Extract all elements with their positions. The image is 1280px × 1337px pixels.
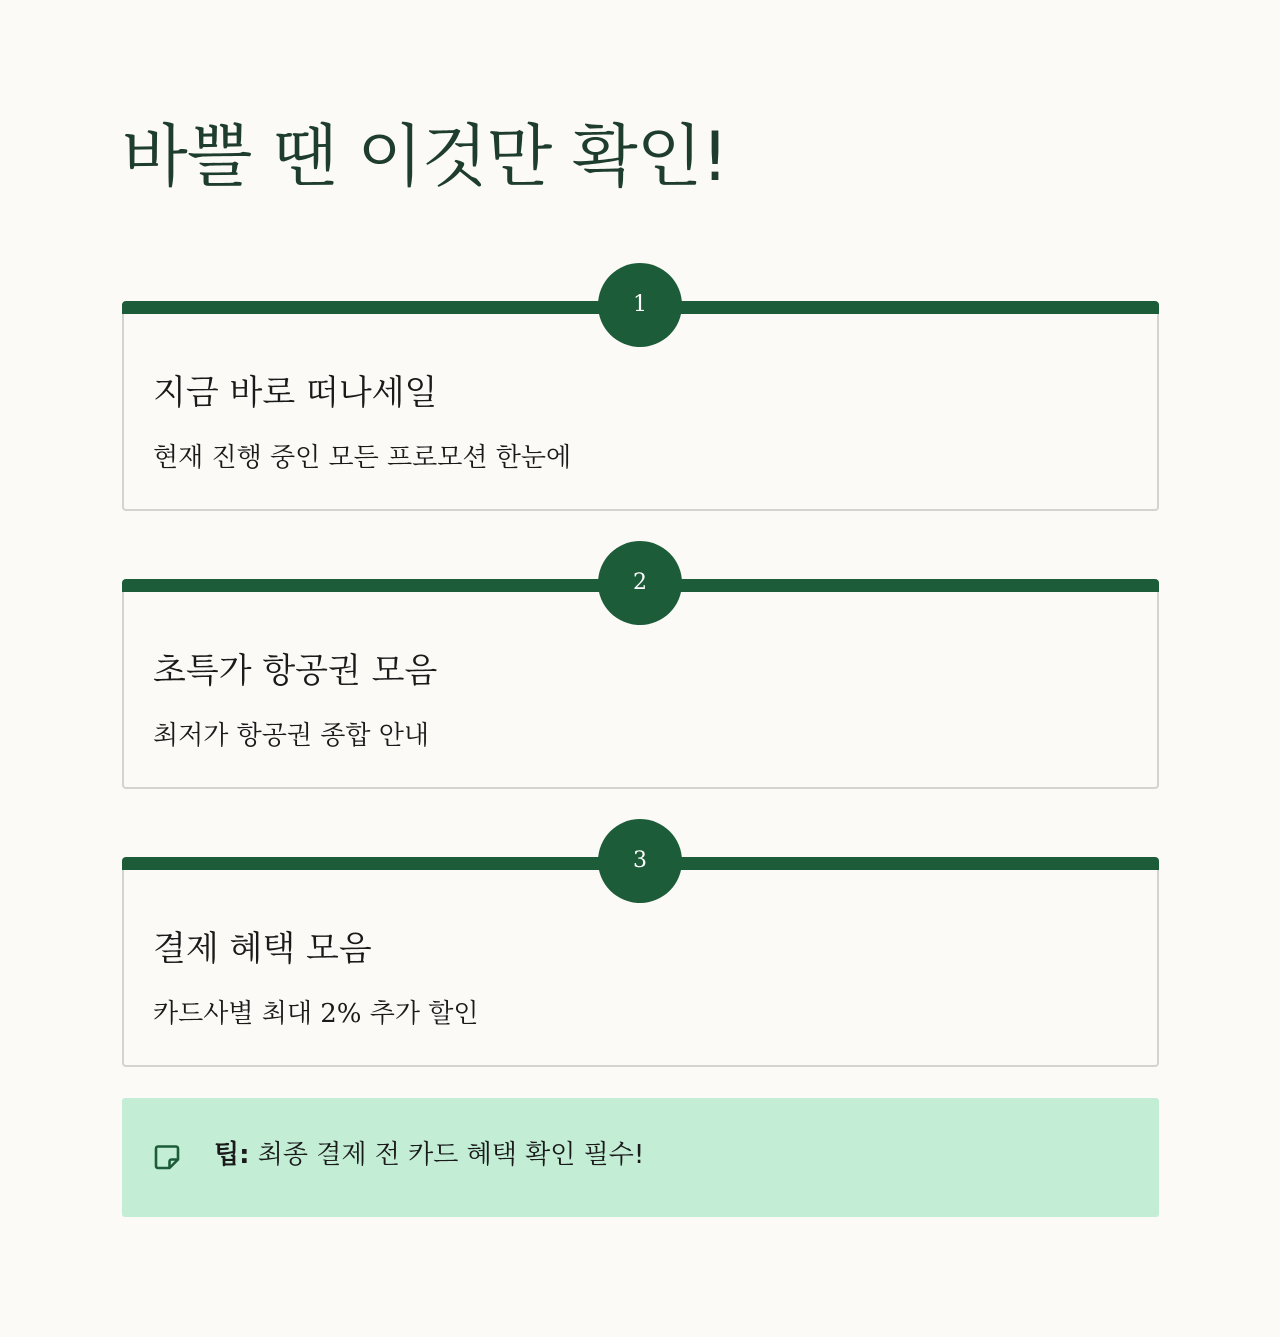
card-flights[interactable] [122, 570, 1159, 789]
sticky-note-icon [154, 1144, 180, 1170]
card-payment-benefits[interactable] [122, 848, 1159, 1067]
card-title: 초특가 항공권 모음 [153, 651, 438, 691]
card-description: 현재 진행 중인 모든 프로모션 한눈에 [153, 443, 572, 473]
card-promotion[interactable] [122, 292, 1159, 511]
card-title: 지금 바로 떠나세일 [153, 373, 438, 413]
card-title: 결제 혜택 모음 [153, 929, 372, 969]
card-number-badge: 2 [598, 541, 682, 625]
tip-label: 팁: [214, 1140, 250, 1170]
card-number-badge: 1 [598, 263, 682, 347]
tip-text [214, 1138, 644, 1172]
card-description: 최저가 항공권 종합 안내 [153, 721, 429, 751]
tip-message: 최종 결제 전 카드 혜택 확인 필수! [249, 1140, 645, 1170]
page-title: 바쁠 땐 이것만 확인! [122, 118, 728, 197]
tip-box [122, 1098, 1159, 1217]
card-description: 카드사별 최대 2% 추가 할인 [153, 999, 479, 1029]
card-number-badge: 3 [598, 819, 682, 903]
